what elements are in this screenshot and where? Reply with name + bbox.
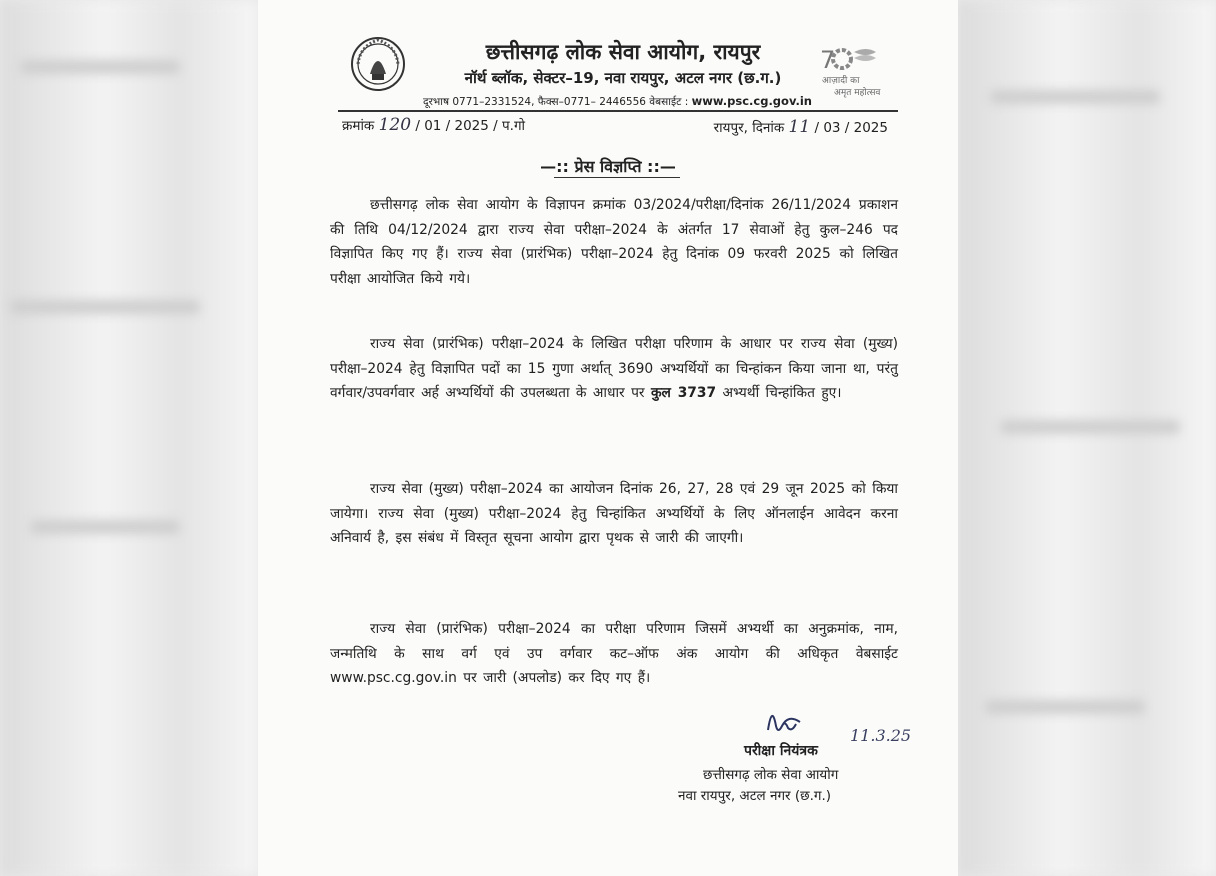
campaign-logo-line-1: आज़ादी का xyxy=(822,76,860,86)
contact-numbers: दूरभाष 0771–2331524, फैक्स–0771– 2446556 वेबसाईट : xyxy=(423,96,692,108)
notice-title: —:: प्रेस विज्ञप्ति ::— xyxy=(540,157,676,176)
reference-number xyxy=(342,115,525,135)
paragraph-2 xyxy=(330,332,898,406)
azadi-ka-amrit-mahotsav-logo xyxy=(814,42,898,100)
blurred-background-right xyxy=(958,0,1216,876)
signatory-address: नवा रायपुर, अटल नगर (छ.ग.) xyxy=(678,788,832,804)
date-suffix: / 03 / 2025 xyxy=(814,120,888,136)
organization-address: नॉर्थ ब्लॉक, सेक्टर–19, नवा रायपुर, अटल नगर (छ.ग.) xyxy=(464,69,782,87)
organization-contact xyxy=(423,94,812,109)
handwritten-signature xyxy=(758,696,838,744)
press-release-document xyxy=(258,0,958,876)
svg-text:7: 7 xyxy=(820,46,836,74)
total-candidates-count: कुल 3737 xyxy=(650,385,717,401)
reference-label: क्रमांक xyxy=(342,118,375,134)
blurred-text-line xyxy=(30,520,180,534)
blurred-text-line xyxy=(20,60,180,74)
paragraph-2-text: राज्य सेवा (प्रारंभिक) परीक्षा–2024 के लिखित परीक्षा परिणाम के आधार पर राज्य सेवा (मुख्य) परीक्षा–2024 हेतु विज्ञापित पदों का 15 गुणा अर्थात् 3690 अभ्यर्थियों का चिन्हांकन किया जाना था, परंतु वर्गवार/उपवर्गवार अर्ह अभ्यर्थियों की उपलब्धता के आधार पर xyxy=(330,336,898,401)
website-link[interactable]: www.psc.cg.gov.in xyxy=(691,94,812,108)
blurred-text-line xyxy=(985,700,1145,714)
signatory-designation: परीक्षा नियंत्रक xyxy=(744,743,818,759)
paragraph-1: छत्तीसगढ़ लोक सेवा आयोग के विज्ञापन क्रमांक 03/2024/परीक्षा/दिनांक 26/11/2024 प्रकाशन की तिथि 04/12/2024 द्वारा राज्य सेवा परीक्षा–2024 के अंतर्गत 17 सेवाओं हेतु कुल–246 पद विज्ञापित किए गए हैं। राज्य सेवा (प्रारंभिक) परीक्षा–2024 हेतु दिनांक 09 फरवरी 2025 को लिखित परीक्षा आयोजित किये गये। xyxy=(330,197,898,287)
organization-name: छत्तीसगढ़ लोक सेवा आयोग, रायपुर xyxy=(485,40,761,64)
signature-date: 11.3.25 xyxy=(850,726,912,745)
date-label: रायपुर, दिनांक xyxy=(713,120,785,136)
header-divider xyxy=(338,110,898,112)
title-underline xyxy=(554,177,680,178)
handwritten-reference-number: 120 xyxy=(378,115,412,135)
blurred-text-line xyxy=(990,90,1160,104)
reference-suffix: / 01 / 2025 / प.गो xyxy=(415,118,526,134)
blurred-background-left xyxy=(0,0,258,876)
blurred-text-line xyxy=(10,300,200,314)
document-date xyxy=(714,117,888,137)
paragraph-2-end: अभ्यर्थी चिन्हांकित हुए। xyxy=(716,385,842,401)
blurred-text-line xyxy=(1000,420,1180,434)
paragraph-3: राज्य सेवा (मुख्य) परीक्षा–2024 का आयोजन दिनांक 26, 27, 28 एवं 29 जून 2025 को किया जायेगा। राज्य सेवा (मुख्य) परीक्षा–2024 हेतु चिन्हांकित अभ्यर्थियों के लिए ऑनलाईन आवेदन करना अनिवार्य है, इस संबंध में विस्तृत सूचना आयोग द्वारा पृथक से जारी की जाएगी। xyxy=(330,481,898,546)
signatory-organization: छत्तीसगढ़ लोक सेवा आयोग xyxy=(703,767,839,783)
campaign-logo-line-2: अमृत महोत्सव xyxy=(834,88,881,98)
paragraph-4: राज्य सेवा (प्रारंभिक) परीक्षा–2024 का परीक्षा परिणाम जिसमें अभ्यर्थी का अनुक्रमांक, नाम, जन्मतिथि के साथ वर्ग एवं उप वर्गवार कट–ऑफ अंक आयोग की अधिकृत वेबसाईट www.psc.cg.gov.in पर जारी (अपलोड) कर दिए गए हैं। xyxy=(330,621,898,686)
handwritten-day: 11 xyxy=(788,117,811,137)
